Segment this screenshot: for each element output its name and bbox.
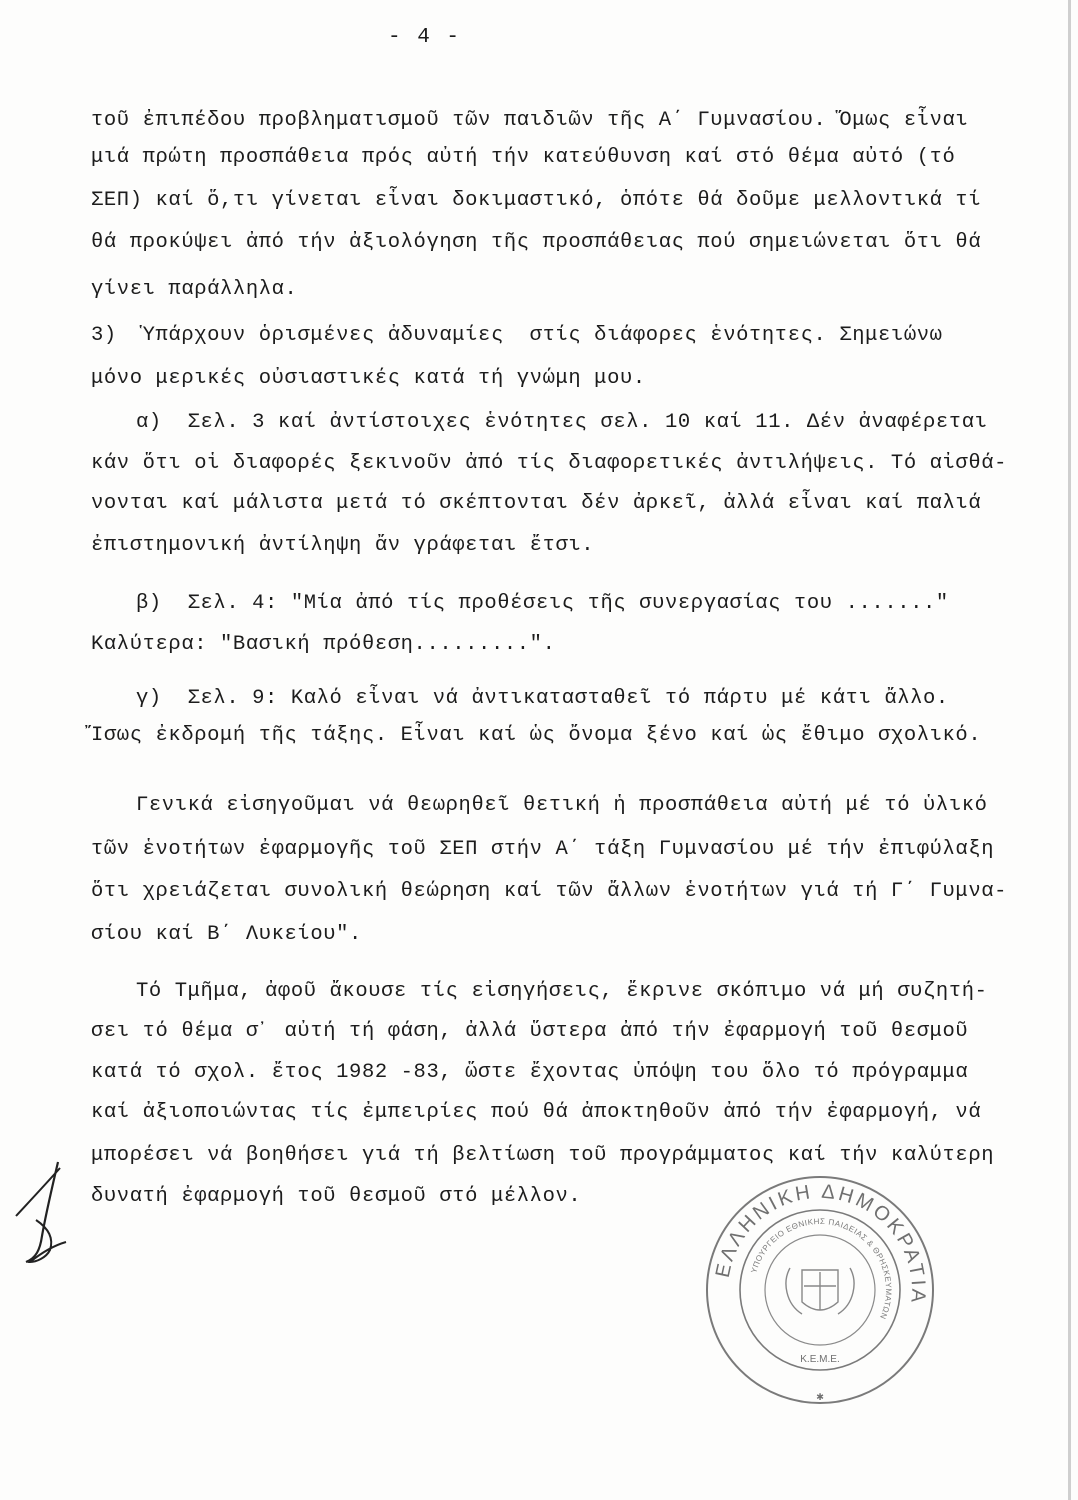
text-line: σει τό θέμα σ᾽ αὐτή τή φάση, ἀλλά ὕστερα ἀπό τήν ἐφαρμογή τοῦ θεσμοῦ xyxy=(91,1020,969,1043)
text-line: δυνατή ἐφαρμογή τοῦ θεσμοῦ στό μέλλον. xyxy=(91,1185,582,1208)
text-line: μόνο μερικές οὐσιαστικές κατά τή γνώμη μου. xyxy=(91,367,646,390)
text-line: καί ἀξιοποιώντας τίς ἐμπειρίες πού θά ἀποκτηθοῦν ἀπό τήν ἐφαρμογή, νά xyxy=(91,1101,982,1124)
text-line: β) Σελ. 4: "Μία ἀπό τίς προθέσεις τῆς συνεργασίας του ......." xyxy=(136,592,949,615)
text-line: θά προκύψει ἀπό τήν ἀξιολόγηση τῆς προσπάθειας πού σημειώνεται ὅτι θά xyxy=(91,231,982,254)
coat-of-arms-icon xyxy=(786,1268,854,1314)
handwritten-signature xyxy=(6,1158,76,1268)
text-line: κάν ὅτι οἱ διαφορές ξεκινοῦν ἀπό τίς διαφορετικές ἀντιλήψεις. Τό αἰσθά- xyxy=(91,452,1008,475)
text-line: γίνει παράλληλα. xyxy=(91,278,298,301)
text-line: Γενικά εἰσηγοῦμαι νά θεωρηθεῖ θετική ἡ προσπάθεια αὐτή μέ τό ὑλικό xyxy=(136,794,988,817)
text-line: 3) Ὑπάρχουν ὁρισμένες ἀδυναμίες στίς διάφορες ἑνότητες. Σημειώνω xyxy=(91,324,943,347)
seal-outer-text: ΕΛΛΗΝΙΚΗ ΔΗΜΟΚΡΑΤΙΑ xyxy=(711,1180,930,1307)
text-line: ΣΕΠ) καί ὅ,τι γίνεται εἶναι δοκιμαστικό, ὁπότε θά δοῦμε μελλοντικά τί xyxy=(91,189,982,212)
text-line: μπορέσει νά βοηθήσει γιά τή βελτίωση τοῦ προγράμματος καί τήν καλύτερη xyxy=(91,1144,995,1167)
text-line: Ἴσως ἐκδρομή τῆς τάξης. Εἶναι καί ὡς ὄνομα ξένο καί ὡς ἔθιμο σχολικό. xyxy=(91,724,982,747)
text-line: τῶν ἑνοτήτων ἐφαρμογῆς τοῦ ΣΕΠ στήν Α΄ τάξη Γυμνασίου μέ τήν ἐπιφύλαξη xyxy=(91,838,995,861)
text-line: μιά πρώτη προσπάθεια πρός αὐτή τήν κατεύθυνση καί στό θέμα αὐτό (τό xyxy=(91,146,956,169)
text-line: τοῦ ἐπιπέδου προβληματισμοῦ τῶν παιδιῶν τῆς Α΄ Γυμνασίου. Ὅμως εἶναι xyxy=(91,109,969,132)
text-line: νονται καί μάλιστα μετά τό σκέπτονται δέν ἀρκεῖ, ἀλλά εἶναι καί παλιά xyxy=(91,492,982,515)
text-line: ἐπιστημονική ἀντίληψη ἄν γράφεται ἔτσι. xyxy=(91,534,595,557)
text-line: Τό Τμῆμα, ἀφοῦ ἄκουσε τίς εἰσηγήσεις, ἔκρινε σκόπιμο νά μή συζητή- xyxy=(136,980,988,1003)
text-line: γ) Σελ. 9: Καλό εἶναι νά ἀντικατασταθεῖ τό πάρτυ μέ κάτι ἄλλο. xyxy=(136,687,949,710)
official-seal xyxy=(702,1172,938,1408)
page-number: - 4 - xyxy=(388,26,462,49)
text-line: Καλύτερα: "Βασική πρόθεση.........". xyxy=(91,633,556,656)
text-line: σίου καί Β΄ Λυκείου". xyxy=(91,923,362,946)
svg-text:ΥΠΟΥΡΓΕΙΟ ΕΘΝΙΚΗΣ ΠΑΙΔΕΙΑΣ & Θ xyxy=(749,1217,893,1321)
seal-bottom-text: Κ.Ε.Μ.Ε. xyxy=(800,1354,840,1365)
text-line: α) Σελ. 3 καί ἀντίστοιχες ἑνότητες σελ. 10 καί 11. Δέν ἀναφέρεται xyxy=(136,411,988,434)
seal-star-icon: ✱ xyxy=(816,1390,824,1404)
text-line: κατά τό σχολ. ἔτος 1982 -83, ὥστε ἔχοντας ὑπόψη του ὅλο τό πρόγραμμα xyxy=(91,1061,969,1084)
text-line: ὅτι χρειάζεται συνολική θεώρηση καί τῶν ἄλλων ἑνοτήτων γιά τή Γ΄ Γυμνα- xyxy=(91,880,1008,903)
seal-inner-text: ΥΠΟΥΡΓΕΙΟ ΕΘΝΙΚΗΣ ΠΑΙΔΕΙΑΣ & ΘΡΗΣΚΕΥΜΑΤΩΝ xyxy=(749,1216,894,1321)
page-edge-divider xyxy=(1068,0,1071,1500)
